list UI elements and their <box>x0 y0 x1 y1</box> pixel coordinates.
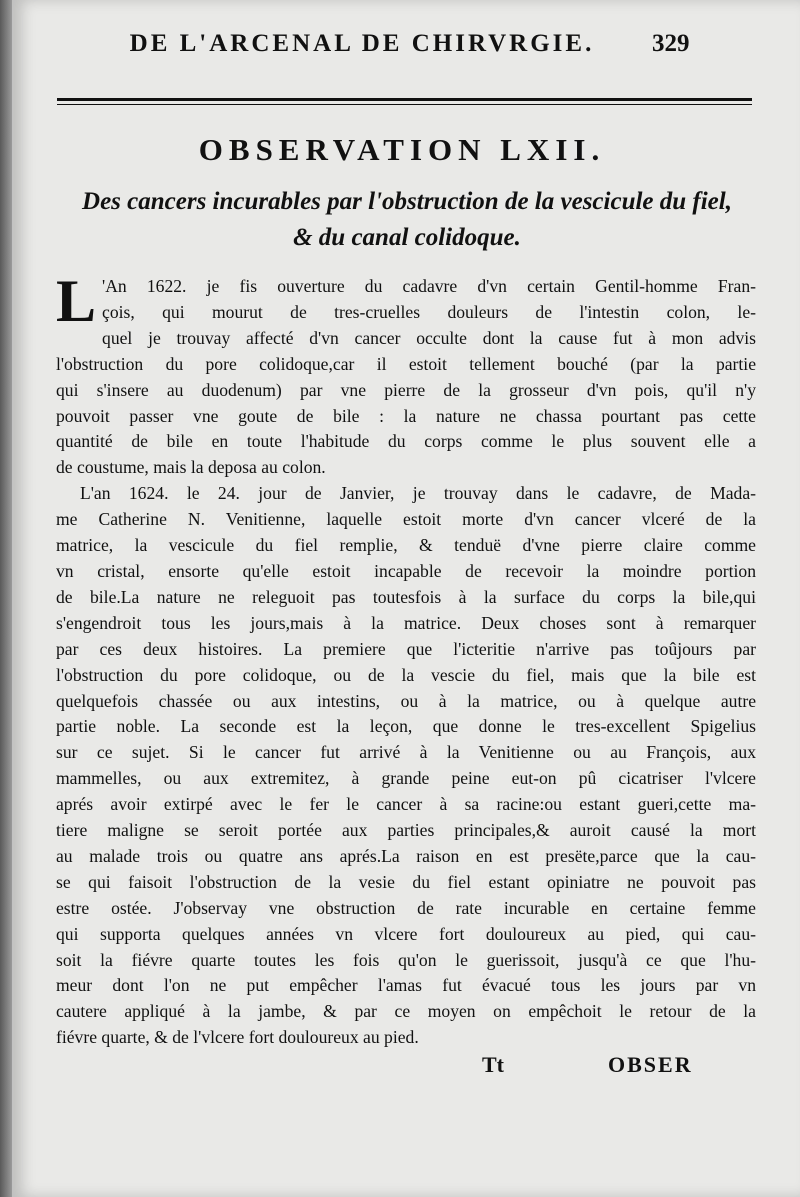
running-head: DE L'ARCENAL DE CHIRVRGIE. <box>129 30 595 57</box>
text-line: par ces deux histoires. La premiere que l'icteritie n'arrive pas toûjours par <box>56 638 756 659</box>
text-line: quelquefois chassée ou aux intestins, ou à la matrice, ou à quelque autre <box>56 690 756 711</box>
text-line: de bile.La nature ne releguoit pas toutesfois à la surface du corps la bile,qui <box>56 586 756 607</box>
drop-cap: L <box>56 268 97 334</box>
text-line: aprés avoir extirpé avec le fer le cancer à sa racine:ou estant gueri,cette ma- <box>56 794 756 815</box>
text-line: quantité de bile en toute l'habitude du corps comme le plus souvent elle a <box>56 431 756 452</box>
text-line: soit la fiévre quarte toutes les fois qu'on le guerissoit, jusqu'à ce que l'hu- <box>56 949 756 970</box>
text-line: l'obstruction du pore colidoque, ou de la vescie du fiel, mais que la bile est <box>56 664 756 685</box>
text-line: fiévre quarte, & de l'vlcere fort douloureux au pied. <box>56 1027 419 1048</box>
text-line: vn cristal, ensorte qu'elle estoit incapable de recevoir la moindre portion <box>56 560 756 581</box>
header-rule-thin <box>57 104 752 105</box>
catchword: OBSER <box>608 1052 693 1077</box>
observation-subtitle <box>62 184 752 256</box>
paragraph-2 <box>56 481 756 1051</box>
book-page <box>12 0 800 1197</box>
signature-mark: Tt <box>482 1052 504 1077</box>
text-line: au malade trois ou quatre ans aprés.La raison en est presëte,parce que la cau- <box>56 845 756 866</box>
text-line: mammelles, ou aux extremitez, à grande peine eut-on pû cicatriser l'vlcere <box>56 768 756 789</box>
text-line: partie noble. La seconde est la leçon, que donne le tres-excellent Spigelius <box>56 716 756 737</box>
text-line: me Catherine N. Venitienne, laquelle estoit morte d'vn cancer vlceré de la <box>56 509 756 530</box>
text-line: estre ostée. J'observay vne obstruction de rate incurable en certaine femme <box>56 897 756 918</box>
text-line: pouvoit passer vne goute de bile : la nature ne chassa pourtant pas cette <box>56 405 756 426</box>
book-gutter <box>0 0 12 1197</box>
text-line: matrice, la vescicule du fiel remplie, & tenduë d'vne pierre claire comme <box>56 535 756 556</box>
text-line: l'obstruction du pore colidoque,car il estoit tellement bouché (par la partie <box>56 353 756 374</box>
text-line: de coustume, mais la deposa au colon. <box>56 457 326 478</box>
text-line: quel je trouvay affecté d'vn cancer occulte dont la cause fut à mon advis <box>102 327 756 348</box>
text-line: se qui faisoit l'obstruction de la vesie du fiel estant opiniatre ne pouvoit pas <box>56 871 756 892</box>
paragraph-1 <box>56 268 756 481</box>
text-line: 'An 1622. je fis ouverture du cadavre d'vn certain Gentil-homme Fran- <box>102 276 756 296</box>
text-line: qui supporta quelques années vn vlcere fort douloureux au pied, qui cau- <box>56 923 756 944</box>
page-number: 329 <box>652 30 690 57</box>
header-rule <box>57 98 752 101</box>
subtitle-line: & du canal colidoque. <box>293 224 521 251</box>
observation-title: OBSERVATION LXII. <box>198 132 606 167</box>
text-line: L'an 1624. le 24. jour de Janvier, je trouvay dans le cadavre, de Mada- <box>80 483 756 504</box>
subtitle-line: Des cancers incurables par l'obstruction de la vescicule du fiel, <box>82 188 732 215</box>
body-text <box>56 268 756 1051</box>
text-line: cautere appliqué à la jambe, & par ce moyen on empêchoit le retour de la <box>56 1001 756 1022</box>
text-line: meur dont l'on ne put empêcher l'amas fut évacué tous les jours par vn <box>56 975 756 996</box>
text-line: qui s'insere au duodenum) par vne pierre de la grosseur d'vn pois, qu'il n'y <box>56 379 756 400</box>
text-line: sur ce sujet. Si le cancer fut arrivé à la Venitienne ou au François, aux <box>56 742 756 763</box>
text-line: çois, qui mourut de tres-cruelles douleurs de l'intestin colon, le- <box>102 301 756 322</box>
text-line: s'engendroit tous les jours,mais à la matrice. Deux choses sont à remarquer <box>56 612 756 633</box>
text-line: tiere maligne se seroit portée aux parties principales,& auroit causé la mort <box>56 820 756 841</box>
